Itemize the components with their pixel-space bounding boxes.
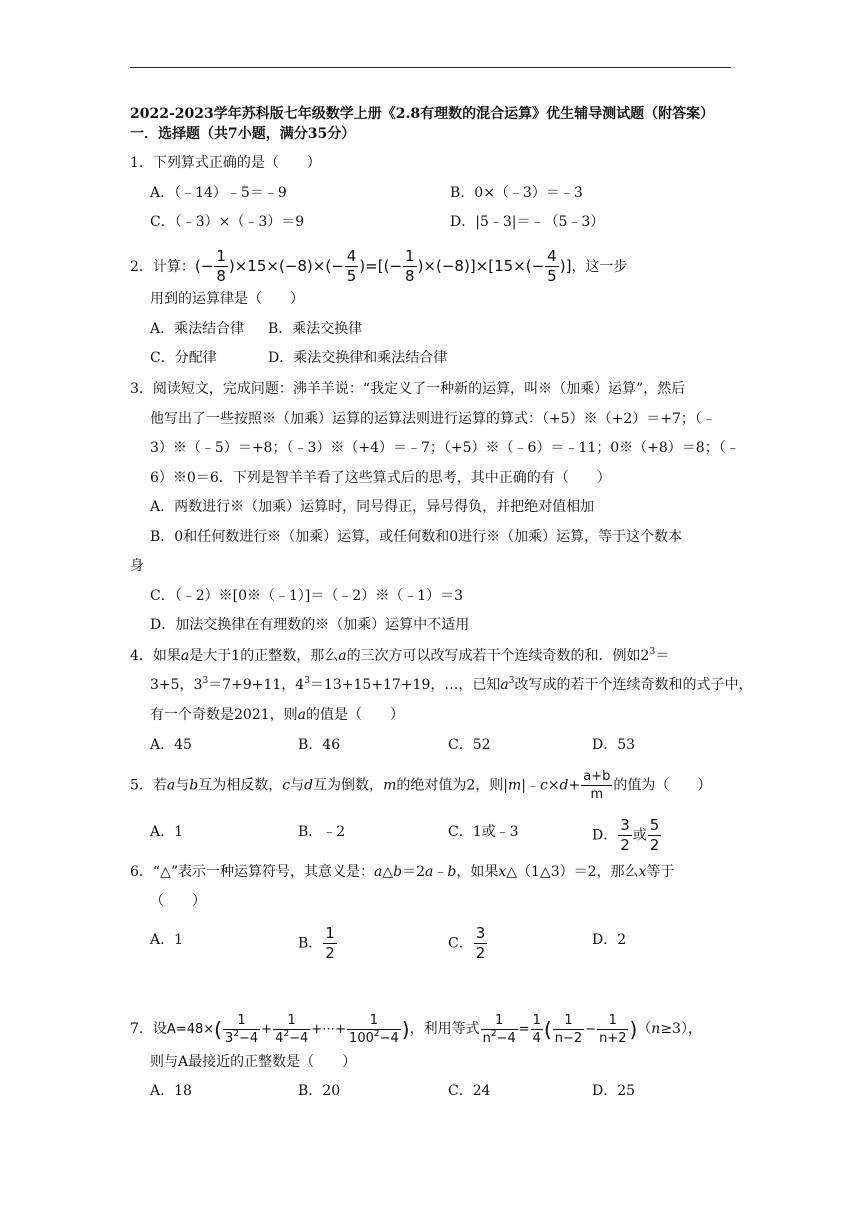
q7-option-b: B．20 (298, 1083, 341, 1099)
q2-option-c: C．分配律 (150, 350, 217, 366)
q2-option-a: A．乘法结合律 (150, 321, 245, 337)
q6-stem-line1: 6．“△”表示一种运算符号，其意义是：a△b＝2a﹣b，如果x△（1△3）＝2，那么x等于 (130, 864, 675, 880)
header-rule (130, 67, 731, 68)
q4-stem-line1: 4．如果a是大于1的正整数，那么a的三次方可以改写成若干个连续奇数的和．例如$2^3=$ (130, 647, 670, 664)
q7-stem-line2: 则与A最接近的正整数是（ ） (150, 1054, 357, 1070)
q3-stem-line2: 他写出了一些按照※（加乘）运算的运算法则进行运算的算式：（+5）※（+2）＝+7；（﹣ (150, 411, 716, 427)
q3-option-d: D．加法交换律在有理数的※（加乘）运算中不适用 (150, 617, 470, 633)
q1-stem: 1．下列算式正确的是（ ） (130, 155, 321, 171)
q2-stem (130, 249, 627, 284)
q7-stem-line1: 7．设A=48×( $\frac{1}{3^2-4}$ + $\frac{1}{4^2-4}$ +⋯+ $\frac{1}{100^2-4}$ )，利用等式 $\frac{1}{n^2-4}$ = $\frac{1}{4}$ ( $\frac{1}{n-2}$ − $\frac{1}{n+2}$ )（n≥3）， (130, 1013, 702, 1046)
q4-stem-line2: 3+5，$3^3=7+9+11$，$4^3=13+15+17+19$，…，已知$a^3$改写成的若干个连续奇数和的式子中， (150, 676, 753, 693)
q5-option-c: C．1或﹣3 (448, 824, 519, 840)
q2-stem-line2: 用到的运算律是（ ） (150, 291, 304, 307)
q6-option-a: A．1 (150, 932, 184, 948)
q4-stem-line3: 有一个奇数是2021，则a的值是（ ） (150, 707, 404, 723)
q3-stem-line4: 6）※0＝6．下列是智羊羊看了这些算式后的思考，其中正确的有（ ） (150, 470, 611, 486)
q3-option-b-wrap: 身 (130, 558, 144, 574)
q3-stem-line1: 3．阅读短文，完成问题：沸羊羊说：“我定义了一种新的运算，叫※（加乘）运算”，然后 (130, 381, 686, 397)
q2-option-d: D．乘法交换律和乘法结合律 (268, 350, 448, 366)
q7-expression-a: A=48×( $\frac{1}{3^2-4}$ + $\frac{1}{4^2-4}$ +⋯+ $\frac{1}{100^2-4}$ ) (166, 1013, 410, 1046)
q4-option-b: B．46 (298, 737, 341, 753)
q5-option-d: D． $\frac{3}{2}$ 或 $\frac{5}{2}$ (592, 816, 660, 854)
q3-option-b: B．0和任何数进行※（加乘）运算，或任何数和0进行※（加乘）运算，等于这个数本 (150, 529, 683, 545)
q7-option-a: A．18 (150, 1083, 192, 1099)
document-title: 2022-2023学年苏科版七年级数学上册《2.8有理数的混合运算》优生辅导测试题（附答案） (130, 106, 715, 122)
q7-identity: $\frac{1}{n^2-4}$ = $\frac{1}{4}$ ( $\frac{1}{n-2}$ − $\frac{1}{n+2}$ ) (482, 1013, 638, 1046)
q2-stem-suffix: ，这一步 (571, 259, 628, 275)
q2-stem-prefix: 2．计算： (130, 259, 195, 275)
q2-expression: (− $\frac{1}{8}$ )×15×(−8)×(− $\frac{4}{5}$ )=[(− $\frac{1}{8}$ )×(−8)]×[15×(− $\frac{4}{5}$ )] (194, 247, 572, 285)
q2-option-b: B．乘法交换律 (268, 321, 363, 337)
q1-option-c: C．（﹣3）×（﹣3）＝9 (150, 214, 305, 230)
q6-option-b: B． $\frac{1}{2}$ (298, 924, 335, 962)
q3-option-a: A．两数进行※（加乘）运算时，同号得正，异号得负，并把绝对值相加 (150, 499, 595, 515)
section-heading: 一．选择题（共7小题，满分35分） (130, 126, 356, 142)
q4-option-c: C．52 (448, 737, 491, 753)
q6-option-d: D．2 (592, 932, 627, 948)
q7-option-c: C．24 (448, 1083, 491, 1099)
q3-option-c: C．（﹣2）※[0※（﹣1）]＝（﹣2）※（﹣1）＝3 (150, 588, 464, 604)
q7-option-d: D．25 (592, 1083, 636, 1099)
q6-stem-line2: （ ） (150, 893, 206, 909)
q6-option-c: C． $\frac{3}{2}$ (448, 924, 486, 962)
q1-option-b: B．0×（﹣3）＝﹣3 (450, 185, 583, 201)
q4-option-d: D．53 (592, 737, 636, 753)
q4-option-a: A．45 (150, 737, 192, 753)
q1-option-a: A．（﹣14）﹣5＝﹣9 (150, 185, 287, 201)
q3-stem-line3: 3）※（﹣5）＝+8；（﹣3）※（+4）＝﹣7；（+5）※（﹣6）＝﹣11；0※（+8）＝8；（﹣ (150, 440, 740, 456)
q5-stem: 5．若a与b互为相反数，c与d互为倒数，m的绝对值为2，则|m|﹣c×d+ $\frac{a+b}{m}$ 的值为（ ） (130, 769, 712, 802)
q5-option-b: B．﹣2 (298, 824, 346, 840)
q5-option-a: A．1 (150, 824, 184, 840)
q1-option-d: D．|5﹣3|＝﹣（5﹣3） (450, 214, 605, 230)
q5-fraction: $\frac{a+b}{m}$ (583, 769, 611, 802)
